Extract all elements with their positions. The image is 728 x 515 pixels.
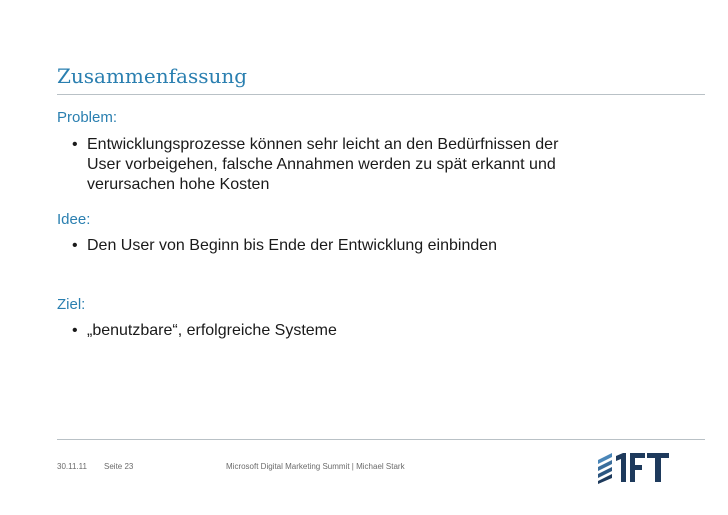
footer-divider — [57, 439, 705, 440]
section-label-problem: Problem: — [57, 109, 118, 126]
bullet-problem — [72, 135, 558, 195]
bullet-line: verursachen hohe Kosten — [87, 176, 270, 193]
footer-page-number: Seite 23 — [104, 462, 134, 471]
bullet-line: User vorbeigehen, falsche Annahmen werden zu spät erkannt und — [87, 156, 556, 173]
ift-logo — [598, 450, 672, 484]
bullet-dot: • — [72, 322, 78, 339]
bullet-ziel — [72, 321, 337, 341]
footer-event: Microsoft Digital Marketing Summit | Michael Stark — [226, 462, 405, 471]
section-label-ziel: Ziel: — [57, 296, 86, 313]
bullet-line: Den User von Beginn bis Ende der Entwicklung einbinden — [87, 237, 498, 254]
bullet-line: „benutzbare“, erfolgreiche Systeme — [87, 322, 337, 339]
logo-letter-i — [616, 453, 626, 482]
slide-title: Zusammenfassung — [57, 64, 248, 88]
bullet-dot: • — [72, 237, 78, 254]
footer-date: 30.11.11 — [57, 462, 87, 471]
bullet-idee — [72, 236, 497, 256]
title-divider — [57, 94, 705, 95]
section-label-idee: Idee: — [57, 211, 91, 228]
bullet-dot: • — [72, 136, 78, 153]
bullet-line: Entwicklungsprozesse können sehr leicht an den Bedürfnissen der — [87, 136, 559, 153]
